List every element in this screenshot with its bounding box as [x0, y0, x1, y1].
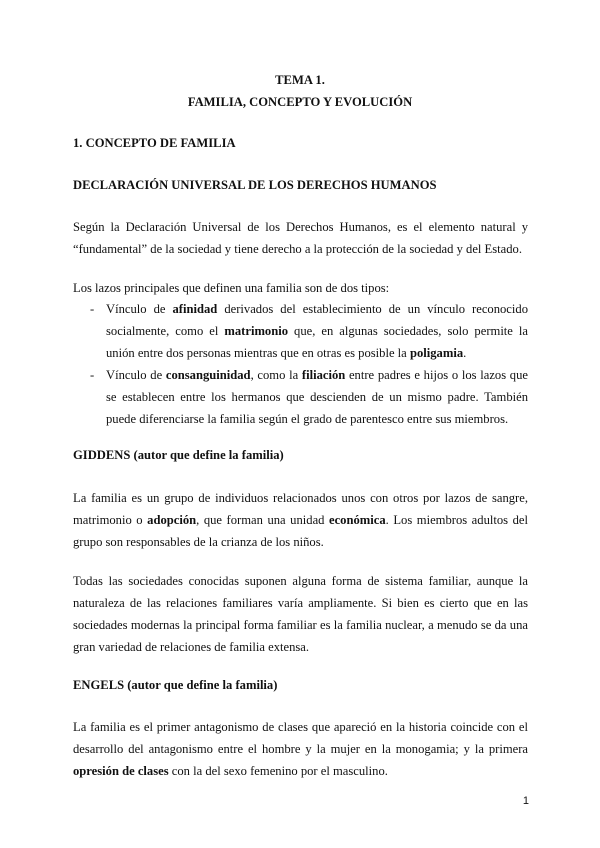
section-heading-declaracion: DECLARACIÓN UNIVERSAL DE LOS DERECHOS HUMANOS: [73, 178, 437, 192]
text-run: , que forman una unidad: [196, 513, 329, 527]
text-run: que, en algunas sociedades, solo permite la unión entre dos personas mientras que en otras es posible la: [106, 324, 528, 360]
list-lazos: [73, 298, 528, 430]
text-run: La familia es el primer antagonismo de clases que apareció en la historia coincide con el desarrollo del antagonismo entre el hombre y la mujer en la monogamia; y la primera: [73, 720, 528, 756]
text-run: entre padres e hijos o los lazos que se establecen entre los hermanos que descienden de un mismo padre. También puede diferenciarse la familia según el grado de parentesco entre sus miembros.: [106, 368, 528, 426]
text-run: . Los miembros adultos del grupo son responsables de la crianza de los niños.: [73, 513, 528, 549]
section-heading-engels: ENGELS (autor que define la familia): [73, 678, 278, 692]
page-number: 1: [522, 795, 529, 807]
list-item-consanguinidad: [73, 364, 528, 430]
text-run: Vínculo de: [106, 302, 173, 316]
bold-term-consanguinidad: consanguinidad: [165, 368, 251, 382]
bold-term-afinidad: afinidad: [172, 302, 218, 316]
bold-term-economica: económica: [329, 513, 386, 527]
bold-term-poligamia: poligamia: [409, 346, 464, 360]
bold-term-adopcion: adopción: [147, 513, 197, 527]
list-dash: -: [90, 368, 95, 382]
list-dash: -: [90, 302, 95, 316]
paragraph-engels: [73, 716, 528, 782]
text-run: .: [463, 346, 467, 360]
list-item-afinidad: [73, 298, 528, 364]
bold-term-opresion: opresión de clases: [73, 764, 169, 778]
bold-term-matrimonio: matrimonio: [224, 324, 289, 338]
text-run: , como la: [250, 368, 302, 382]
paragraph-lazos-intro: Los lazos principales que definen una familia son de dos tipos:: [73, 281, 390, 295]
list-item-text: [106, 298, 528, 364]
bold-term-filiacion: filiación: [301, 368, 346, 382]
text-run: La familia es un grupo de individuos relacionados unos con otros por lazos de sangre, matrimonio o: [73, 491, 528, 527]
text-run: Vínculo de: [106, 368, 166, 382]
paragraph-giddens-1: [73, 487, 528, 553]
paragraph-giddens-2: Todas las sociedades conocidas suponen alguna forma de sistema familiar, aunque la naturaleza de las relaciones familiares varía ampliamente. Si bien es cierto que en las sociedades modernas la principal forma familiar es la familia nuclear, a menudo se da una gran variedad de relaciones de familia extensa.: [73, 574, 528, 654]
section-heading-concepto: 1. CONCEPTO DE FAMILIA: [73, 136, 236, 150]
document-subtitle: FAMILIA, CONCEPTO Y EVOLUCIÓN: [187, 95, 413, 109]
section-heading-giddens: GIDDENS (autor que define la familia): [73, 448, 284, 462]
text-run: con la del sexo femenino por el masculino.: [168, 764, 388, 778]
list-item-text: [106, 364, 528, 430]
text-run: derivados del establecimiento de un vínculo reconocido socialmente, como el: [106, 302, 528, 338]
paragraph-declaracion: Según la Declaración Universal de los Derechos Humanos, es el elemento natural y “fundamental” de la sociedad y tiene derecho a la protección de la sociedad y del Estado.: [73, 220, 528, 256]
document-title: TEMA 1.: [275, 73, 325, 87]
